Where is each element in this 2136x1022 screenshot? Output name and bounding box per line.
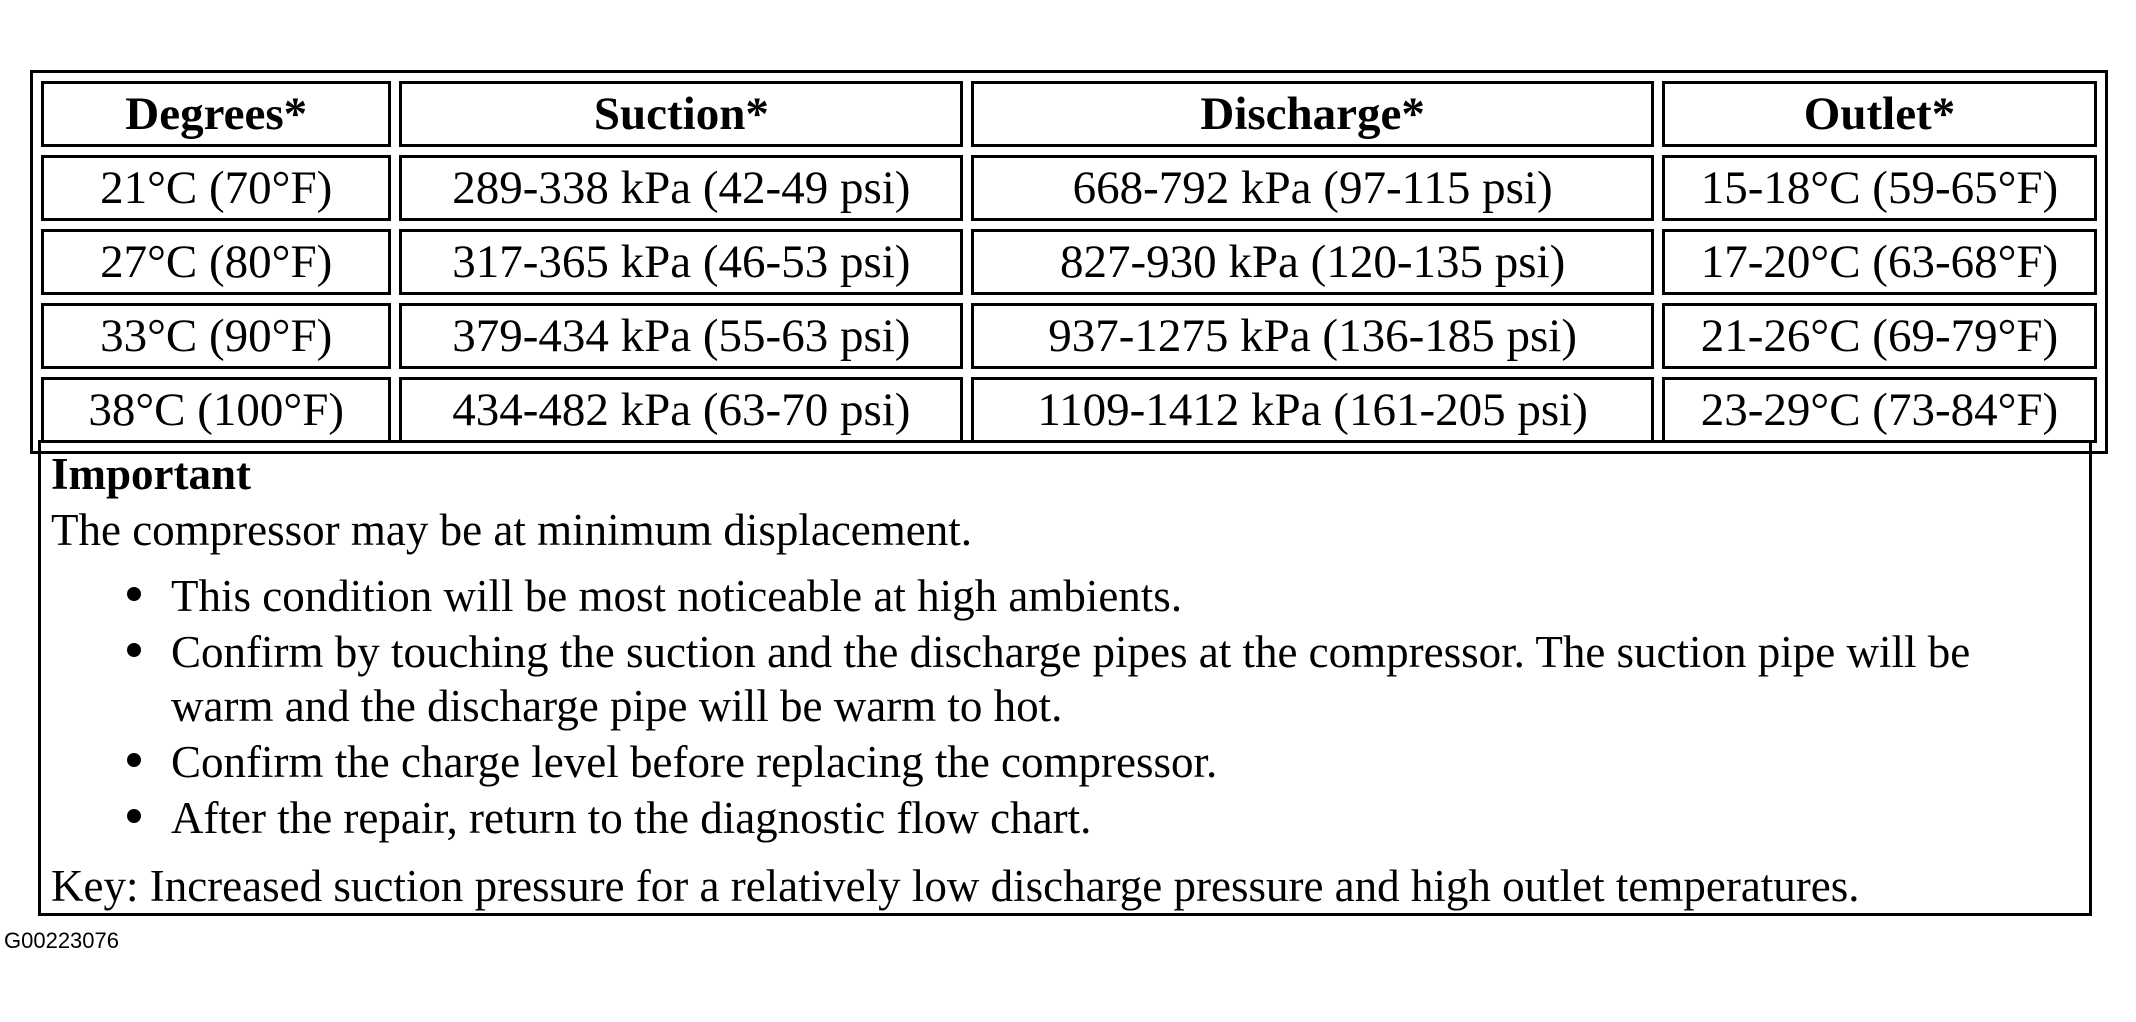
- cell-degrees: 27°C (80°F): [41, 229, 391, 295]
- bullet-text: After the repair, return to the diagnostic flow chart.: [171, 792, 1092, 843]
- cell-degrees: 21°C (70°F): [41, 155, 391, 221]
- cell-degrees: 38°C (100°F): [41, 377, 391, 443]
- cell-suction: 289-338 kPa (42-49 psi): [399, 155, 963, 221]
- important-heading: Important: [51, 449, 251, 499]
- list-item: [171, 625, 2079, 733]
- bullet-icon: [127, 587, 141, 601]
- table-row: [41, 229, 2097, 295]
- header-degrees: Degrees*: [41, 81, 391, 147]
- cell-discharge: 1109-1412 kPa (161-205 psi): [971, 377, 1654, 443]
- key-statement: Key: Increased suction pressure for a relatively low discharge pressure and high outlet temperatures.: [51, 860, 1860, 911]
- header-discharge: Discharge*: [971, 81, 1654, 147]
- notes-bullet-list: [51, 569, 2079, 845]
- figure-id-label: G00223076: [4, 928, 119, 953]
- list-item: [171, 569, 2079, 623]
- notes-intro: The compressor may be at minimum displacement.: [51, 504, 973, 555]
- cell-suction: 379-434 kPa (55-63 psi): [399, 303, 963, 369]
- header-outlet: Outlet*: [1662, 81, 2097, 147]
- cell-suction: 434-482 kPa (63-70 psi): [399, 377, 963, 443]
- spec-table-container: [38, 74, 2100, 454]
- table-header-row: [41, 81, 2097, 147]
- cell-degrees: 33°C (90°F): [41, 303, 391, 369]
- cell-outlet: 21-26°C (69-79°F): [1662, 303, 2097, 369]
- table-row: [41, 377, 2097, 443]
- bullet-text: Confirm by touching the suction and the discharge pipes at the compressor. The suction pipe will be warm and the discharge pipe will be warm to hot.: [171, 626, 1971, 731]
- important-notes-box: [38, 440, 2092, 916]
- cell-outlet: 15-18°C (59-65°F): [1662, 155, 2097, 221]
- cell-discharge: 937-1275 kPa (136-185 psi): [971, 303, 1654, 369]
- cell-discharge: 668-792 kPa (97-115 psi): [971, 155, 1654, 221]
- bullet-icon: [127, 643, 141, 657]
- list-item: [171, 791, 2079, 845]
- bullet-icon: [127, 809, 141, 823]
- header-suction: Suction*: [399, 81, 963, 147]
- cell-discharge: 827-930 kPa (120-135 psi): [971, 229, 1654, 295]
- bullet-text: Confirm the charge level before replacing the compressor.: [171, 736, 1218, 787]
- bullet-text: This condition will be most noticeable at high ambients.: [171, 570, 1183, 621]
- cell-suction: 317-365 kPa (46-53 psi): [399, 229, 963, 295]
- cell-outlet: 17-20°C (63-68°F): [1662, 229, 2097, 295]
- cell-outlet: 23-29°C (73-84°F): [1662, 377, 2097, 443]
- pressure-temperature-table: [30, 70, 2108, 454]
- bullet-icon: [127, 753, 141, 767]
- table-row: [41, 303, 2097, 369]
- list-item: [171, 735, 2079, 789]
- table-row: [41, 155, 2097, 221]
